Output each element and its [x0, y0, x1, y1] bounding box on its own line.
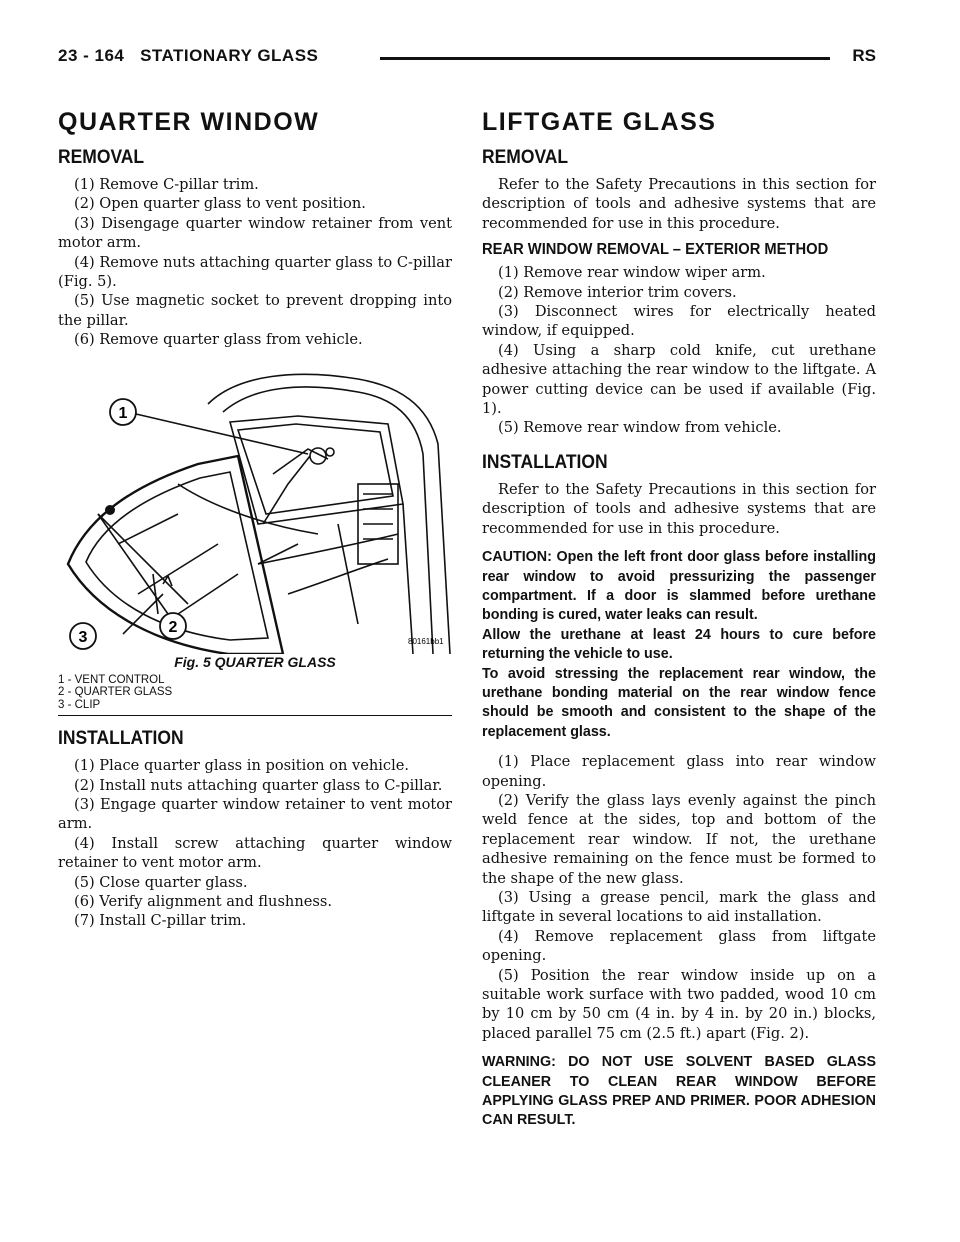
callout-2: 2 — [168, 618, 178, 636]
page-header — [58, 46, 876, 74]
installation-step: (5) Close quarter glass. — [74, 873, 248, 891]
installation-heading: INSTALLATION — [58, 728, 184, 750]
figure-caption: Fig. 5 QUARTER GLASS — [174, 653, 336, 670]
left-column — [58, 108, 452, 931]
page-number: 23 - 164 — [58, 46, 125, 65]
liftgate-installation-heading: INSTALLATION — [482, 451, 608, 473]
exterior-method-heading: REAR WINDOW REMOVAL – EXTERIOR METHOD — [482, 241, 829, 259]
quarter-glass-figure — [58, 364, 452, 654]
removal-step: (3) Disengage quarter window retainer from vent motor arm. — [58, 214, 452, 252]
exterior-step: (5) Remove rear window from vehicle. — [498, 419, 782, 437]
installation-step: (3) Engage quarter window retainer to vent motor arm. — [58, 795, 452, 833]
exterior-step: (4) Using a sharp cold knife, cut urethane adhesive attaching the rear window to the liftgate. A power cutting device can be used if available (Fig. 1). — [482, 341, 876, 418]
caution-text: To avoid stressing the replacement rear window, the urethane bonding material on the rear window fence should be smooth and consistent to the shape of the replacement glass. — [482, 665, 876, 740]
removal-step: (4) Remove nuts attaching quarter glass to C-pillar (Fig. 5). — [58, 253, 452, 291]
installation-steps — [482, 752, 876, 1043]
callout-1: 1 — [118, 404, 128, 422]
installation-step: (5) Position the rear window inside up on a suitable work surface with two padded, wood 10 cm by 10 cm by 50 cm (4 in. by 4 in. by 20 in.) blocks, placed parallel 75 cm (2.5 ft.) apart (Fig. 2). — [482, 966, 876, 1042]
removal-step: (1) Remove C-pillar trim. — [74, 176, 259, 193]
legend-item: 2 - QUARTER GLASS — [58, 686, 173, 699]
installation-step: (1) Place replacement glass into rear window opening. — [482, 753, 876, 790]
installation-intro: Refer to the Safety Precautions in this section for description of tools and adhesive systems that are recommended for use in this procedure. — [482, 480, 876, 537]
page-number-section — [58, 46, 318, 66]
liftgate-removal-heading: REMOVAL — [482, 147, 569, 168]
installation-step: (4) Install screw attaching quarter window retainer to vent motor arm. — [58, 834, 452, 872]
header-rule — [380, 57, 830, 60]
caution-text: Allow the urethane at least 24 hours to cure before returning the vehicle to use. — [482, 626, 876, 663]
installation-step: (4) Remove replacement glass from liftgate opening. — [482, 927, 876, 965]
installation-step: (2) Verify the glass lays evenly against the pinch weld fence at the sides, top and bottom of the replacement rear window. If not, the urethane adhesive remaining on the fence must be formed to the shape of the new glass. — [482, 791, 876, 887]
legend-item: 3 - CLIP — [58, 698, 101, 711]
exterior-step: (2) Remove interior trim covers. — [498, 283, 737, 301]
figure-rule — [58, 715, 452, 716]
quarter-glass-illustration — [58, 364, 452, 654]
exterior-step: (3) Disconnect wires for electrically heated window, if equipped. — [482, 303, 876, 340]
installation-step: (6) Verify alignment and flushness. — [74, 893, 332, 910]
figure-code: 80161bb1 — [408, 636, 444, 646]
exterior-step: (1) Remove rear window wiper arm. — [498, 264, 766, 282]
installation-step: (3) Using a grease pencil, mark the glass and liftgate in several locations to aid installation. — [482, 889, 876, 926]
right-column — [482, 108, 876, 1131]
section-title: STATIONARY GLASS — [140, 46, 319, 65]
removal-step: (6) Remove quarter glass from vehicle. — [74, 331, 363, 349]
quarter-window-title: QUARTER WINDOW — [58, 108, 320, 136]
legend-item: 1 - VENT CONTROL — [58, 673, 165, 686]
model-code: RS — [852, 46, 876, 65]
liftgate-glass-title: LIFTGATE GLASS — [482, 108, 717, 136]
installation-step: (2) Install nuts attaching quarter glass to C-pillar. — [74, 776, 443, 794]
caution-block — [482, 548, 876, 742]
removal-heading: REMOVAL — [58, 147, 145, 168]
installation-step: (7) Install C-pillar trim. — [74, 912, 247, 930]
callout-3: 3 — [78, 628, 88, 646]
caution-text: CAUTION: Open the left front door glass before installing rear window to avoid pressurizing the passenger compartment. If a door is slammed before urethane bonding is cured, water leaks can result. — [482, 549, 876, 624]
warning-text: WARNING: DO NOT USE SOLVENT BASED GLASS CLEANER TO CLEAN REAR WINDOW BEFORE APPLYING GLASS PREP AND PRIMER. POOR ADHESION CAN RESULT. — [482, 1054, 876, 1129]
figure-legend — [58, 674, 452, 712]
removal-step: (2) Open quarter glass to vent position. — [74, 195, 366, 213]
removal-step: (5) Use magnetic socket to prevent dropping into the pillar. — [58, 292, 452, 329]
installation-step: (1) Place quarter glass in position on vehicle. — [74, 757, 410, 775]
removal-intro: Refer to the Safety Precautions in this section for description of tools and adhesive systems that are recommended for use in this procedure. — [482, 176, 876, 232]
